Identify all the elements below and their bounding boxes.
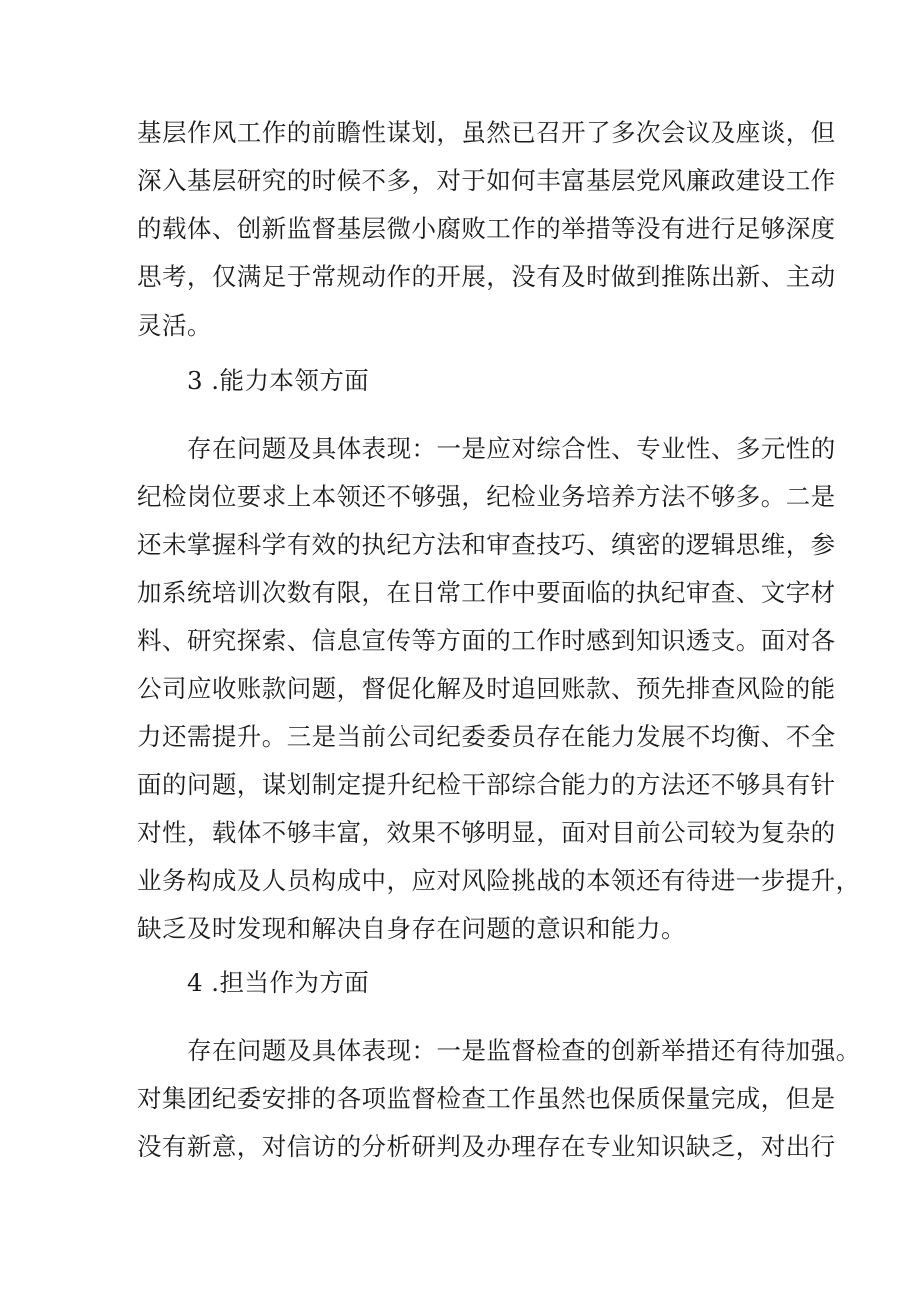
paragraph-2-line-2: 纪检岗位要求上本领还不够强，纪检业务培养方法不够多。二是 <box>137 482 836 511</box>
section-heading-3: 3 .能力本领方面 <box>187 366 370 395</box>
paragraph-1-line-1: 基层作风工作的前瞻性谋划，虽然已召开了多次会议及座谈，但 <box>137 118 836 147</box>
paragraph-2-line-3: 还未掌握科学有效的执纪方法和审查技巧、缜密的逻辑思维，参 <box>137 530 836 559</box>
paragraph-1-line-5: 灵活。 <box>137 311 212 340</box>
paragraph-2-line-9: 对性，载体不够丰富，效果不够明显，面对目前公司较为复杂的 <box>137 818 836 847</box>
paragraph-2-line-5: 料、研究探索、信息宣传等方面的工作时感到知识透支。面对各 <box>137 626 836 655</box>
paragraph-2-line-8: 面的问题，谋划制定提升纪检干部综合能力的方法还不够具有针 <box>137 770 836 799</box>
paragraph-1-line-3: 的载体、创新监督基层微小腐败工作的举措等没有进行足够深度 <box>137 214 836 243</box>
paragraph-1-line-4: 思考，仅满足于常规动作的开展，没有及时做到推陈出新、主动 <box>137 262 836 291</box>
paragraph-2-line-7: 力还需提升。三是当前公司纪委委员存在能力发展不均衡、不全 <box>137 722 836 751</box>
paragraph-3-line-2: 对集团纪委安排的各项监督检查工作虽然也保质保量完成，但是 <box>137 1084 836 1113</box>
paragraph-2-line-10: 业务构成及人员构成中，应对风险挑战的本领还有待进一步提升， <box>137 866 861 895</box>
paragraph-3-line-1: 存在问题及具体表现：一是监督检查的创新举措还有待加强。 <box>187 1036 861 1065</box>
paragraph-1-line-2: 深入基层研究的时候不多，对于如何丰富基层党风廉政建设工作 <box>137 166 836 195</box>
paragraph-2-line-11: 缺乏及时发现和解决自身存在问题的意识和能力。 <box>137 914 686 943</box>
paragraph-2-line-1: 存在问题及具体表现：一是应对综合性、专业性、多元性的 <box>187 434 836 463</box>
paragraph-2-line-4: 加系统培训次数有限，在日常工作中要面临的执纪审查、文字材 <box>137 578 836 607</box>
paragraph-2-line-6: 公司应收账款问题，督促化解及时追回账款、预先排查风险的能 <box>137 674 836 703</box>
section-heading-4: 4 .担当作为方面 <box>187 968 370 997</box>
paragraph-3-line-3: 没有新意，对信访的分析研判及办理存在专业知识缺乏，对出行 <box>137 1132 836 1161</box>
